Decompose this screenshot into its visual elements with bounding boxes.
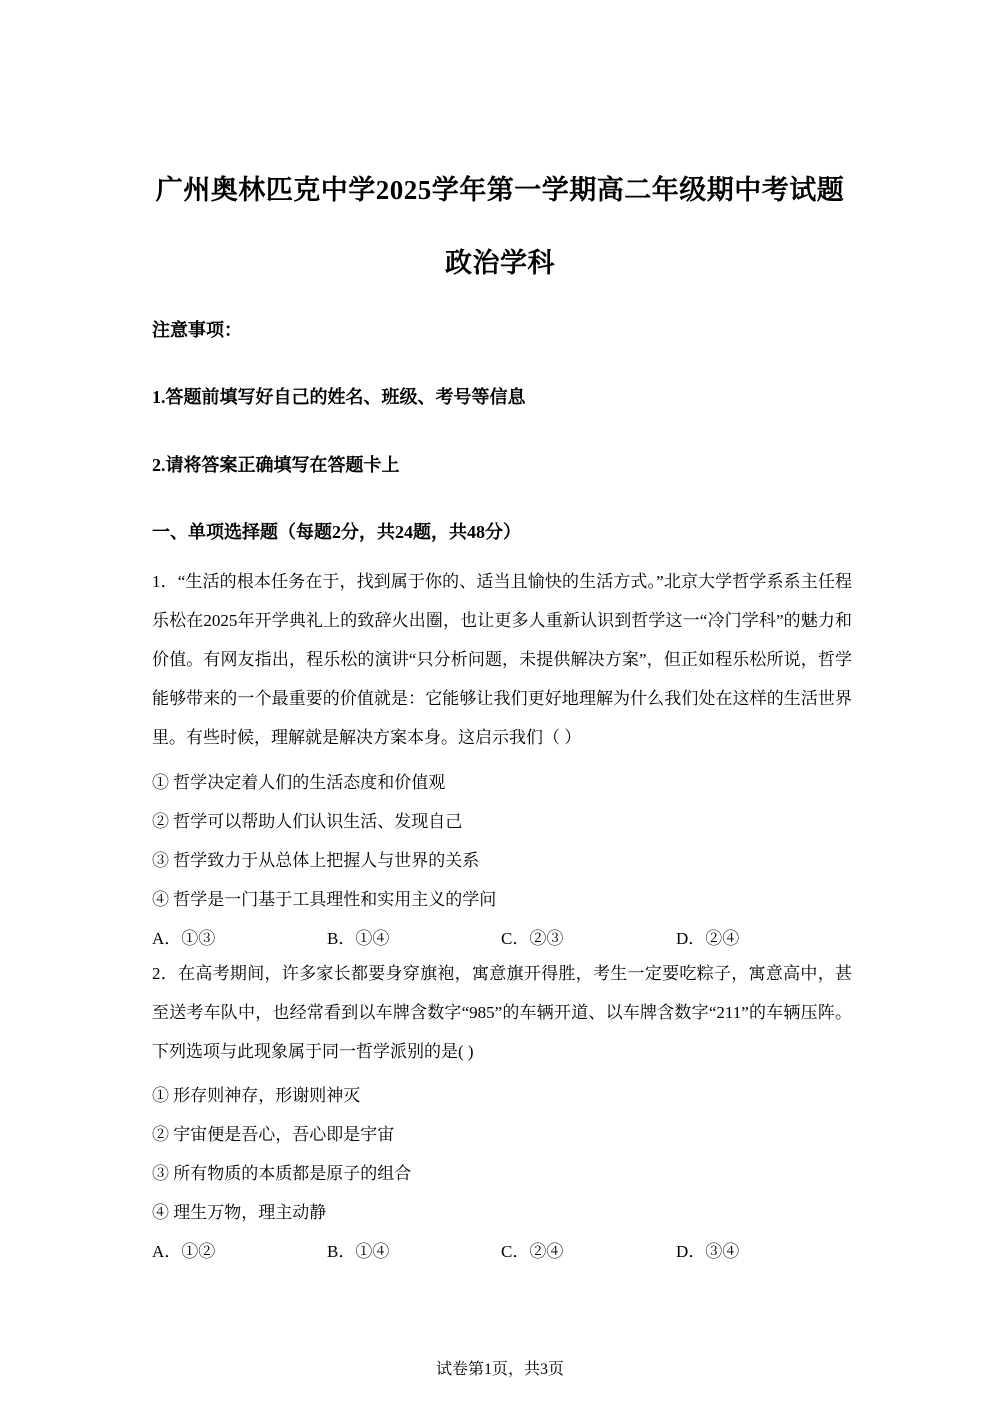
section-heading: 一、单项选择题（每题2分，共24题，共48分）	[152, 522, 521, 542]
notice-heading: 注意事项：	[152, 320, 242, 340]
question-2-choice-a[interactable]: A．①②	[152, 1242, 216, 1261]
question-1-choice-d[interactable]: D．②④	[676, 929, 740, 948]
question-2-choice-d[interactable]: D．③④	[676, 1242, 740, 1261]
question-2-choices	[152, 1237, 852, 1261]
question-2-choice-b[interactable]: B．①④	[327, 1242, 390, 1261]
exam-subject: 政治学科	[445, 248, 555, 278]
question-2-choice-c[interactable]: C．②④	[501, 1242, 564, 1261]
question-2-option-3: ③ 所有物质的本质都是原子的组合	[152, 1164, 412, 1183]
question-1-option-3: ③ 哲学致力于从总体上把握人与世界的关系	[152, 851, 480, 870]
notice-item-1: 1.答题前填写好自己的姓名、班级、考号等信息	[152, 387, 526, 407]
question-1-choice-b[interactable]: B．①④	[327, 929, 390, 948]
question-1-choices	[152, 924, 852, 948]
exam-title: 广州奥林匹克中学2025学年第一学期高二年级期中考试题	[155, 175, 845, 205]
question-1-stem: 1．“生活的根本任务在于，找到属于你的、适当且愉快的生活方式。”北京大学哲学系系主任程乐松在2025年开学典礼上的致辞火出圈，也让更多人重新认识到哲学这一“冷门学科”的魅力和价值。有网友指出，程乐松的演讲“只分析问题，未提供解决方案”，但正如程乐松所说，哲学能够带来的一个最重要的价值就是：它能够让我们更好地理解为什么我们处在这样的生活世界里。有些时候，理解就是解决方案本身。这启示我们（ ）	[152, 572, 852, 747]
question-2-option-1: ① 形存则神存，形谢则神灭	[152, 1086, 361, 1105]
question-1-choice-a[interactable]: A．①③	[152, 929, 216, 948]
question-2-option-4: ④ 理生万物，理主动静	[152, 1203, 327, 1222]
page-footer: 试卷第1页，共3页	[435, 1361, 564, 1378]
question-1-option-1: ① 哲学决定着人们的生活态度和价值观	[152, 773, 446, 792]
question-1-option-2: ② 哲学可以帮助人们认识生活、发现自己	[152, 812, 463, 831]
notice-item-2: 2.请将答案正确填写在答题卡上	[152, 455, 400, 475]
question-1-choice-c[interactable]: C．②③	[501, 929, 564, 948]
question-2-stem: 2．在高考期间，许多家长都要身穿旗袍，寓意旗开得胜，考生一定要吃粽子，寓意高中，甚至送考车队中，也经常看到以车牌含数字“985”的车辆开道、以车牌含数字“211”的车辆压阵。下列选项与此现象属于同一哲学派别的是( )	[152, 964, 852, 1061]
question-1-option-4: ④ 哲学是一门基于工具理性和实用主义的学问	[152, 890, 497, 909]
question-2-option-2: ② 宇宙便是吾心，吾心即是宇宙	[152, 1125, 395, 1144]
